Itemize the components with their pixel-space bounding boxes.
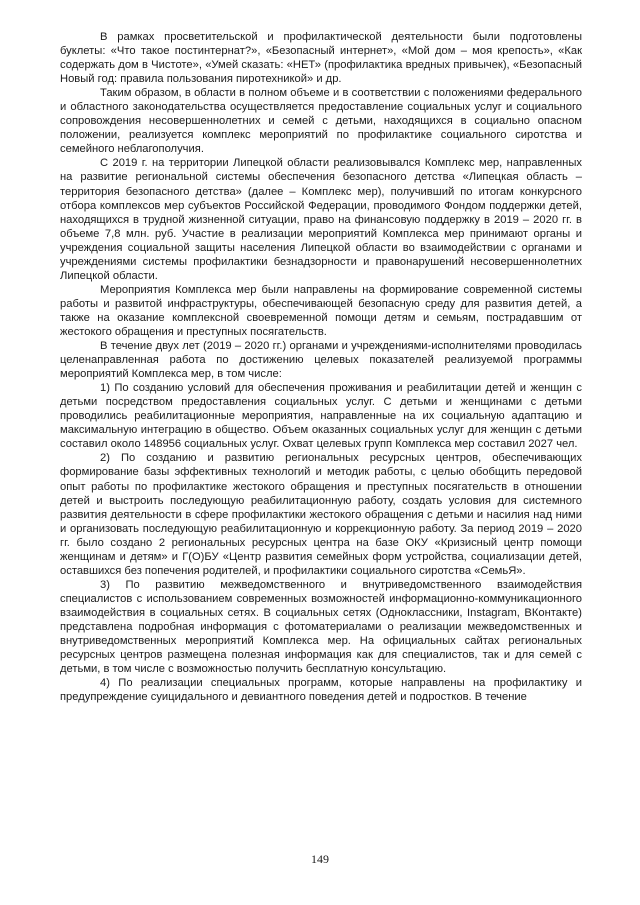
page-body (60, 30, 582, 704)
page-number: 149 (311, 852, 329, 866)
list-item-4: 4) По реализации специальных программ, которые направлены на профилактику и предупреждение суицидального и девиантного поведения детей и подростков. В течение (60, 677, 582, 704)
list-item-1: 1) По созданию условий для обеспечения проживания и реабилитации детей и женщин с детьми посредством предоставления социальных услуг. С детьми и женщинами с детьми проводились реабилитационные мероприятия, направленные на их социальную адаптацию и максимальную интеграцию в общество. Объем оказанных социальных услуг для женщин с детьми составил около 148956 социальных услуг. Охват целевых групп Комплекса мер составил 2027 чел. (60, 382, 582, 451)
paragraph-complex-of-measures: С 2019 г. на территории Липецкой области реализовывался Комплекс мер, направленных на развитие региональной системы обеспечения безопасного детства «Липецкая область – территория безопасного детства» (далее – Комплекс мер), получивший по итогам конкурсного отбора комплексов мер субъектов Российской Федерации, проводимого Фондом поддержки детей, находящихся в трудной жизненной ситуации, право на финансовую поддержку в 2019 – 2020 гг. в объеме 7,8 млн. руб. Участие в реализации мероприятий Комплекса мер принимают органы и учреждения социальной защиты населения Липецкой области во взаимодействии с органами и учреждениями системы профилактики безнадзорности и правонарушений несовершеннолетних Липецкой области. (60, 157, 582, 282)
paragraph-booklets: В рамках просветительской и профилактической деятельности были подготовлены буклеты: «Что такое постинтернат?», «Безопасный интернет», «Мой дом – моя крепость», «Как содержать дом в Чистоте», «Умей сказать: «НЕТ» (профилактика вредных привычек), «Безопасный Новый год: правила пользования пиротехникой» и др. (60, 31, 582, 86)
list-item-2: 2) По созданию и развитию региональных ресурсных центров, обеспечивающих формирование базы эффективных технологий и методик работы, с целью обобщить передовой опыт работы по профилактике жестокого обращения и преступных посягательств в отношении детей и выстроить последующую реабилитационную работу, создать условия для системного развития деятельности в сфере профилактики жестокого обращения с детьми и насилия над ними и организовать последующую реабилитационную и коррекционную работу. За период 2019 – 2020 гг. было создано 2 региональных ресурсных центра на базе ОКУ «Кризисный центр помощи женщинам и детям» и Г(О)БУ «Центр развития семейных форм устройства, социализации детей, оставшихся без попечения родителей, и профилактики социального сиротства «СемьЯ». (60, 452, 582, 577)
paragraph-two-years-work: В течение двух лет (2019 – 2020 гг.) органами и учреждениями-исполнителями проводилась целенаправленная работа по достижению целевых показателей реализуемой программы мероприятий Комплекса мер, в том числе: (60, 340, 582, 381)
paragraph-measures-goals: Мероприятия Комплекса мер были направлены на формирование современной системы работы и развитой инфраструктуры, обеспечивающей безопасную среду для развития детей, а также на оказание комплексной своевременной помощи детям и семьям, пострадавшим от жестокого обращения и преступных посягательств. (60, 283, 582, 338)
list-item-3: 3) По развитию межведомственного и внутриведомственного взаимодействия специалистов с использованием современных возможностей информационно-коммуникационного взаимодействия в социальных сетях. В социальных сетях (Одноклассники, Instagram, ВКонтакте) представлена подробная информация с фотоматериалами о реализации межведомственных и внутриведомственных мероприятий Комплекса мер. На официальных сайтах региональных ресурсных центров размещена полезная информация как для специалистов, так и для семей с детьми, в том числе с возможностью получить бесплатную консультацию. (60, 578, 582, 676)
paragraph-summary: Таким образом, в области в полном объеме и в соответствии с положениями федерального и областного законодательства осуществляется предоставление социальных услуг и социального сопровождения несовершеннолетних и семей с детьми, находящихся в социально опасном положении, реализуется комплекс мероприятий по профилактике социального сиротства и семейного неблагополучия. (60, 87, 582, 156)
